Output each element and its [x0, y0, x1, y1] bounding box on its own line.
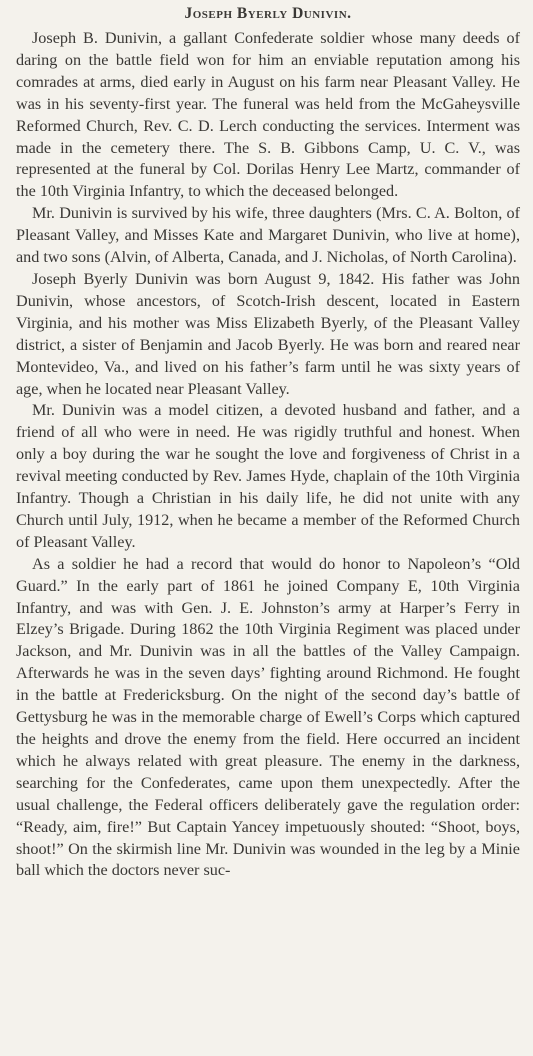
paragraph-military-record: As a soldier he had a record that would do honor to Napoleon’s “Old Guard.” In the early part of 1861 he joined Company E, 10th Virginia Infantry, and was with Gen. J. E. Johnston’s army at Harper’s Ferry in Elzey’s Brigade. During 1862 the 10th Virginia Regiment was placed under Jackson, and Mr. Dunivin was in all the battles of the Valley Campaign. Afterwards he was in the seven days’ fighting around Richmond. He fought in the battle at Fredericksburg. On the night of the second day’s battle of Gettysburg he was in the memorable charge of Ewell’s Corps which captured the heights and drove the enemy from the field. Here occurred an incident which he always related with great pleasure. The enemy in the darkness, searching for the Confederates, came upon them unexpectedly. After the usual challenge, the Federal officers deliberately gave the regulation order: “Ready, aim, fire!” But Captain Yancey impetuously shouted: “Shoot, boys, shoot!” On the skirmish line Mr. Dunivin was wounded in the leg by a Minie ball which the doctors never suc- [16, 554, 520, 880]
paragraph-birth-family: Joseph Byerly Dunivin was born August 9, 1842. His father was John Dunivin, whose ancestors, of Scotch-Irish descent, located in Eastern Virginia, and his mother was Miss Elizabeth Byerly, of the Pleasant Valley district, a sister of Benjamin and Jacob Byerly. He was born and reared near Montevideo, Va., and lived on his father’s farm until he was sixty years of age, when he located near Pleasant Valley. [16, 269, 520, 398]
paragraph-death-notice: Joseph B. Dunivin, a gallant Confederate soldier whose many deeds of daring on the battle field won for him an enviable reputation among his comrades at arms, died early in August on his farm near Pleasant Valley. He was in his seventy-first year. The funeral was held from the McGaheysville Reformed Church, Rev. C. D. Lerch conducting the services. Interment was made in the cemetery there. The S. B. Gibbons Camp, U. C. V., was represented at the funeral by Col. Dorilas Henry Lee Martz, commander of the 10th Virginia Infantry, to which the deceased belonged. [16, 29, 520, 201]
paragraph-survivors: Mr. Dunivin is survived by his wife, three daughters (Mrs. C. A. Bolton, of Pleasant Valley, and Misses Kate and Margaret Dunivin, who live at home), and two sons (Alvin, of Alberta, Canada, and J. Nicholas, of North Carolina). [16, 204, 520, 267]
paragraph-character: Mr. Dunivin was a model citizen, a devoted husband and father, and a friend of all who were in need. He was rigidly truthful and honest. When only a boy during the war he sought the love and forgiveness of Christ in a revival meeting conducted by Rev. James Hyde, chaplain of the 10th Virginia Infantry. Though a Christian in his daily life, he did not unite with any Church until July, 1912, when he became a member of the Reformed Church of Pleasant Valley. [16, 401, 520, 551]
page-title: Joseph Byerly Dunivin. [184, 5, 352, 22]
